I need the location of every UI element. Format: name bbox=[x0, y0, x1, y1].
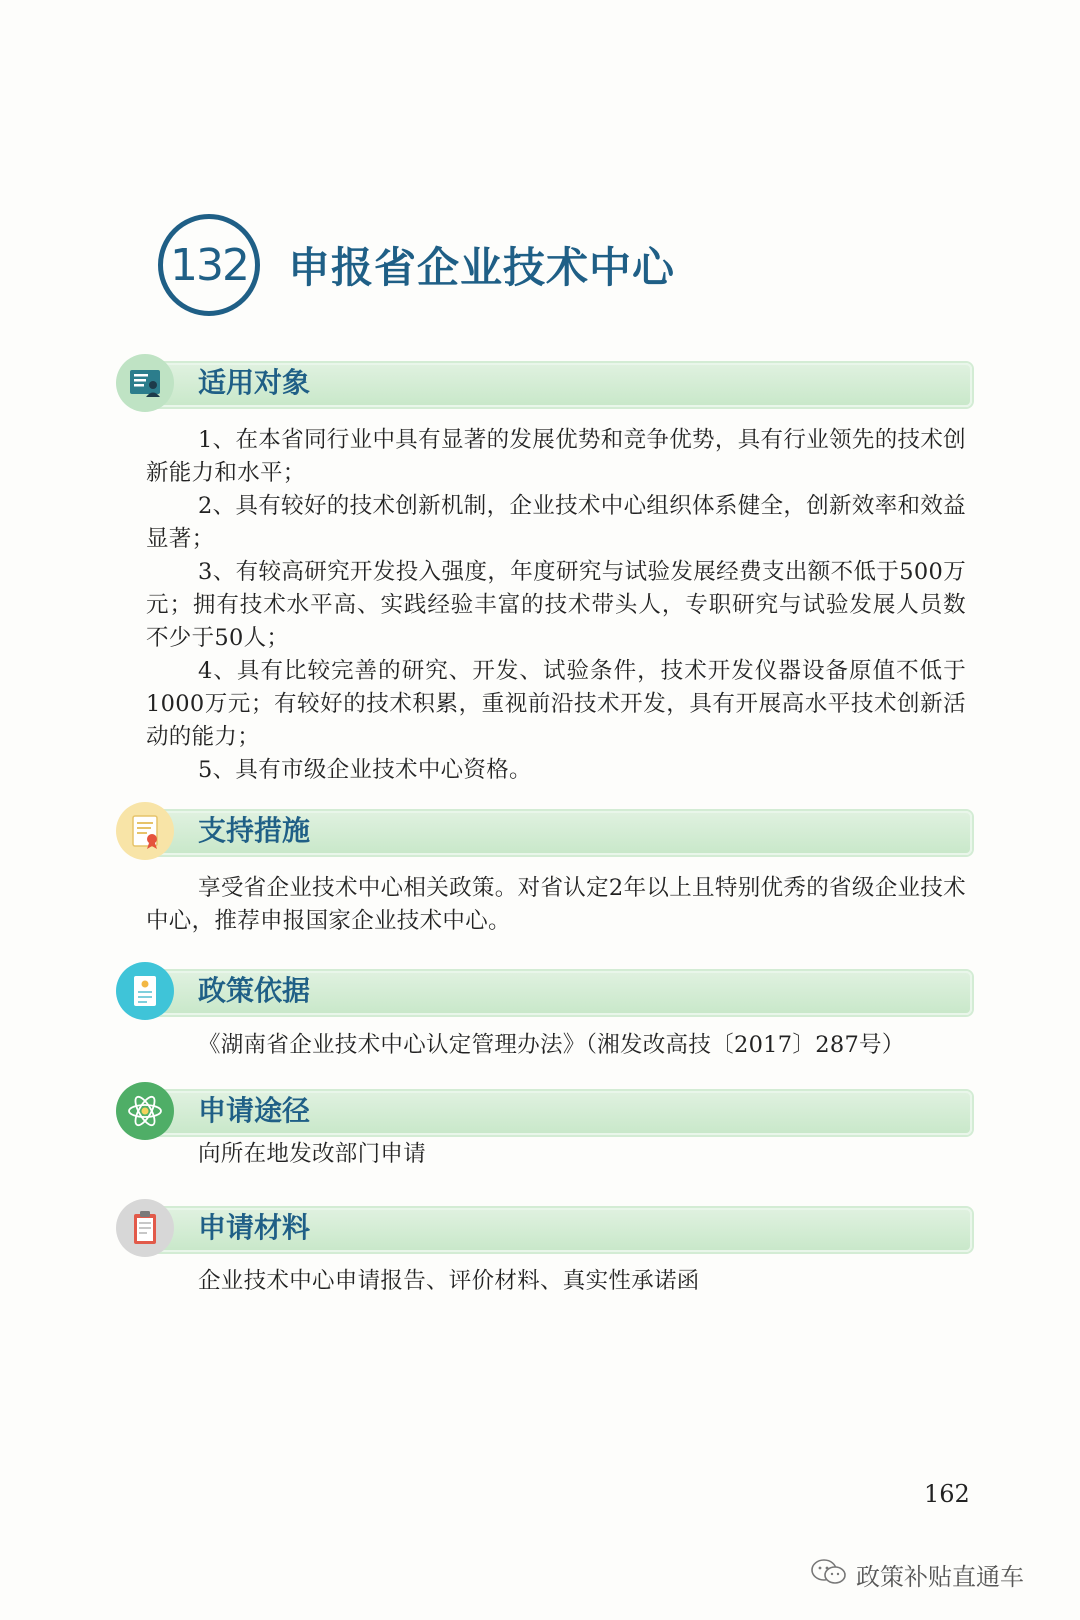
section-heading: 政策依据 bbox=[198, 974, 311, 1007]
atom-icon bbox=[116, 1082, 174, 1140]
watermark-footer bbox=[810, 1557, 1024, 1592]
certificate-icon bbox=[116, 802, 174, 860]
section-heading: 申请材料 bbox=[198, 1211, 311, 1244]
clipboard-icon bbox=[116, 1199, 174, 1257]
paragraph: 5、具有市级企业技术中心资格。 bbox=[198, 757, 532, 783]
wechat-icon bbox=[810, 1558, 848, 1592]
account-name: 政策补贴直通车 bbox=[856, 1563, 1024, 1591]
paragraph: 3、有较高研究开发投入强度，年度研究与试验发展经费支出额不低于500万元；拥有技术水平高、实践经验丰富的技术带头人，专职研究与试验发展人员数不少于50人； bbox=[146, 559, 966, 651]
section-header-policy bbox=[116, 962, 972, 1022]
paragraph: 向所在地发改部门申请 bbox=[198, 1141, 427, 1167]
document-person-icon bbox=[116, 354, 174, 412]
section-heading: 支持措施 bbox=[198, 814, 311, 847]
section-heading: 申请途径 bbox=[198, 1094, 311, 1127]
title-row bbox=[158, 214, 675, 316]
section-header-channel bbox=[116, 1082, 972, 1142]
page-title: 申报省企业技术中心 bbox=[288, 243, 676, 292]
section-header-support bbox=[116, 802, 972, 862]
section-header-applicable bbox=[116, 354, 972, 414]
page-number: 162 bbox=[924, 1480, 970, 1508]
paragraph: 1、在本省同行业中具有显著的发展优势和竞争优势，具有行业领先的技术创新能力和水平； bbox=[146, 427, 966, 486]
section-header-materials bbox=[116, 1199, 972, 1259]
paragraph: 《湖南省企业技术中心认定管理办法》（湘发改高技〔2017〕287号） bbox=[198, 1032, 905, 1058]
section-heading: 适用对象 bbox=[198, 366, 311, 399]
policy-document-icon bbox=[116, 962, 174, 1020]
paragraph: 2、具有较好的技术创新机制，企业技术中心组织体系健全，创新效率和效益显著； bbox=[146, 493, 966, 552]
paragraph: 享受省企业技术中心相关政策。对省认定2年以上且特别优秀的省级企业技术中心，推荐申报国家企业技术中心。 bbox=[146, 875, 966, 934]
paragraph: 企业技术中心申请报告、评价材料、真实性承诺函 bbox=[198, 1268, 700, 1294]
item-number-circle: 132 bbox=[158, 214, 260, 316]
paragraph: 4、具有比较完善的研究、开发、试验条件，技术开发仪器设备原值不低于1000万元；有较好的技术积累，重视前沿技术开发，具有开展高水平技术创新活动的能力； bbox=[146, 658, 966, 750]
